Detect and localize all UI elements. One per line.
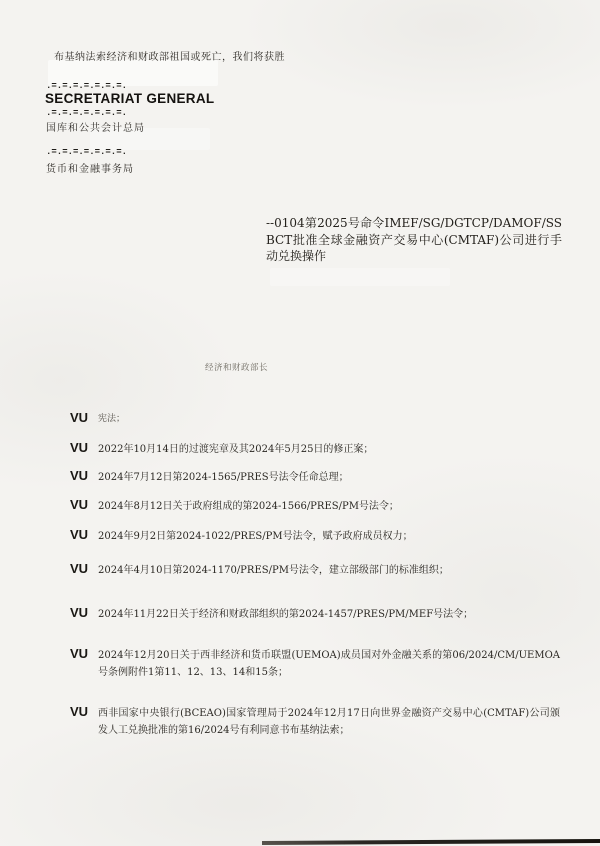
- vu-clause-text: 2024年11月22日关于经济和财政部组织的第2024-1457/PRES/PM/MEF号法令；: [98, 609, 474, 620]
- vu-clause-text: 宪法；: [98, 414, 126, 424]
- vu-clause-text: 2024年8月12日关于政府组成的第2024-1566/PRES/PM号法令；: [98, 501, 399, 512]
- vu-label: VU: [70, 605, 89, 620]
- vu-label: VU: [70, 468, 89, 483]
- vu-clause-text: 2022年10月14日的过渡宪章及其2024年5月25日的修正案；: [98, 444, 374, 455]
- minister-title: 经济和财政部长: [205, 363, 269, 373]
- scan-edge-shadow: [262, 839, 600, 845]
- vu-label: VU: [70, 561, 89, 576]
- dept-treasury-accounting: 国库和公共会计总局: [46, 123, 145, 134]
- dept-monetary-financial-affairs: 货币和金融事务局: [46, 164, 134, 175]
- vu-clause-text: 2024年9月2日第2024-1022/PRES/PM号法令，赋予政府成员权力；: [98, 531, 413, 542]
- secretariat-general-title: SECRETARIAT GENERAL: [45, 91, 215, 106]
- ministry-motto: 布基纳法索经济和财政部祖国或死亡，我们将获胜: [54, 52, 285, 63]
- vu-label: VU: [70, 527, 89, 542]
- scan-artifact: [270, 268, 450, 286]
- vu-clause-text: 2024年7月12日第2024-1565/PRES号法令任命总理；: [98, 472, 349, 483]
- vu-clause-text: 2024年4月10日第2024-1170/PRES/PM号法令，建立部级部门的标准组织；: [98, 565, 449, 576]
- dashed-divider: .=.=.=.=.=.=.=.: [46, 81, 128, 91]
- dashed-divider: .=.=.=.=.=.=.=.: [46, 147, 128, 157]
- vu-label: VU: [70, 704, 89, 719]
- vu-label: VU: [70, 410, 89, 425]
- vu-label: VU: [70, 497, 89, 512]
- vu-label: VU: [70, 440, 89, 455]
- dashed-divider: .=.=.=.=.=.=.=.: [46, 108, 128, 118]
- vu-clause-text: 西非国家中央银行(BCEAO)国家管理局于2024年12月17日向世界金融资产交易中心(CMTAF)公司颁发人工兑换批准的第16/2024号有利同意书布基纳法索；: [98, 708, 560, 736]
- decree-subject-paragraph: --0104第2025号命令IMEF/SG/DGTCP/DAMOF/SSBCT批准全球金融资产交易中心(CMTAF)公司进行手动兑换操作: [266, 216, 562, 263]
- vu-label: VU: [70, 646, 89, 661]
- vu-clause-text: 2024年12月20日关于西非经济和货币联盟(UEMOA)成员国对外金融关系的第06/2024/CM/UEMOA号条例附件1第11、12、13、14和15条；: [98, 650, 560, 678]
